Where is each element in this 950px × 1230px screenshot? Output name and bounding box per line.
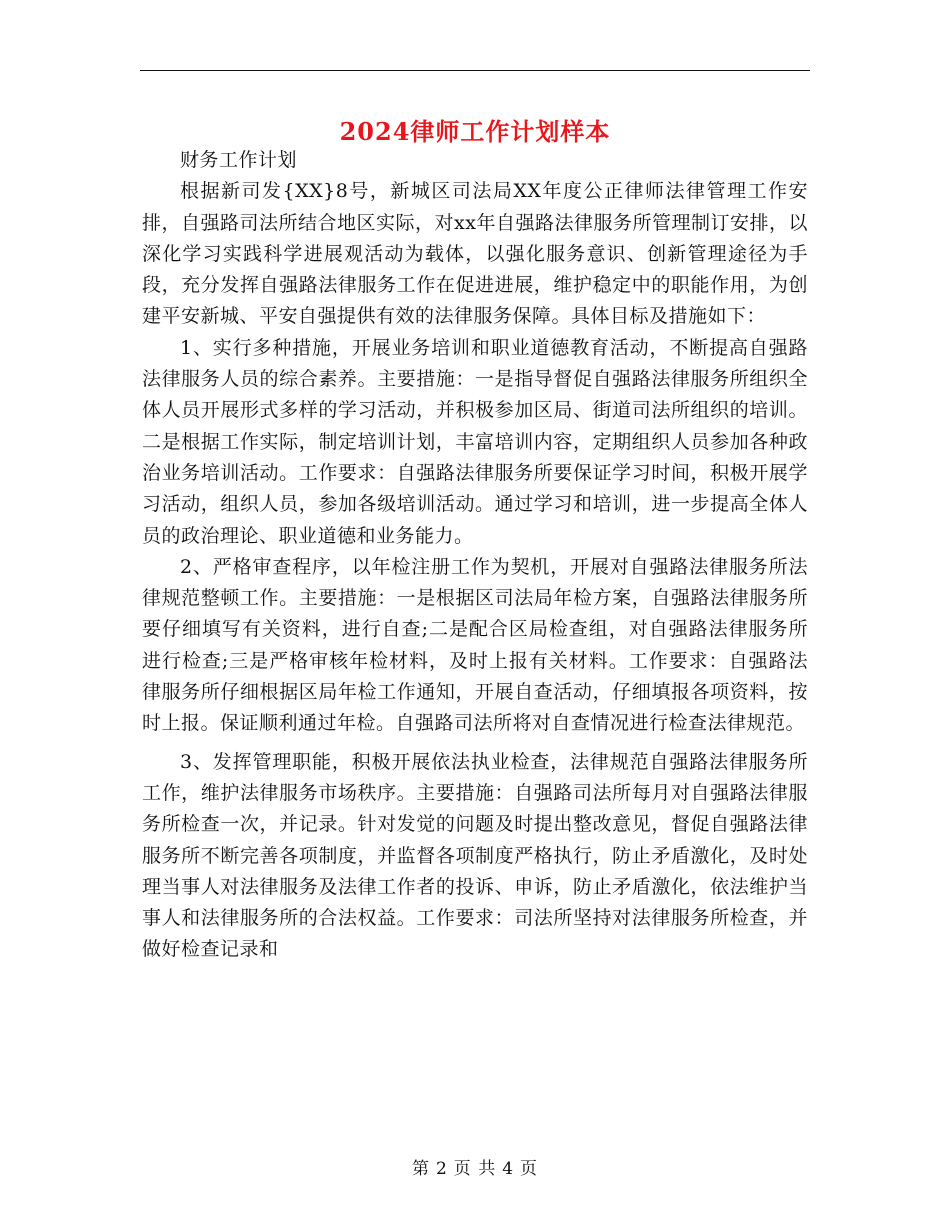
- document-title: 2024律师工作计划样本: [339, 117, 611, 146]
- footer-mid: 页 共: [453, 1159, 497, 1179]
- current-page-number: 2: [435, 1159, 448, 1179]
- item-2-paragraph: 2、严格审查程序，以年检注册工作为契机，开展对自强路法律服务所法律规范整顿工作。主要措施：一是根据区司法局年检方案，自强路法律服务所要仔细填写有关资料，进行自查;二是配合区局检查组，对自强路法律服务所进行检查;三是严格审核年检材料，及时上报有关材料。工作要求：自强路法律服务所仔细根据区局年检工作通知，开展自查活动，仔细填报各项资料，按时上报。保证顺利通过年检。自强路司法所将对自查情况进行检查法律规范。: [142, 555, 808, 735]
- section-heading: 财务工作计划: [180, 149, 298, 171]
- item-1-paragraph: 1、实行多种措施，开展业务培训和职业道德教育活动，不断提高自强路法律服务人员的综合素养。主要措施：一是指导督促自强路法律服务所组织全体人员开展形式多样的学习活动，并积极参加区局、街道司法所组织的培训。二是根据工作实际，制定培训计划，丰富培训内容，定期组织人员参加各种政治业务培训活动。工作要求：自强路法律服务所要保证学习时间，积极开展学习活动，组织人员，参加各级培训活动。通过学习和培训，进一步提高全体人员的政治理论、职业道德和业务能力。: [142, 336, 808, 547]
- intro-paragraph: 根据新司发{XX}8号，新城区司法局XX年度公正律师法律管理工作安排，自强路司法所结合地区实际，对xx年自强路法律服务所管理制订安排，以深化学习实践科学进展观活动为载体，以强化服务意识、创新管理途径为手段，充分发挥自强路法律服务工作在促进进展，维护稳定中的职能作用，为创建平安新城、平安自强提供有效的法律服务保障。具体目标及措施如下：: [142, 180, 808, 328]
- page-footer: [0, 1154, 950, 1179]
- footer-suffix: 页: [520, 1159, 539, 1179]
- header-rule: [140, 70, 810, 71]
- total-pages-number: 4: [502, 1159, 515, 1179]
- footer-prefix: 第: [411, 1159, 430, 1179]
- item-3-paragraph: 3、发挥管理职能，积极开展依法执业检查，法律规范自强路法律服务所工作，维护法律服务市场秩序。主要措施：自强路司法所每月对自强路法律服务所检查一次，并记录。针对发觉的问题及时提出整改意见，督促自强路法律服务所不断完善各项制度，并监督各项制度严格执行，防止矛盾激化，及时处理当事人对法律服务及法律工作者的投诉、申诉，防止矛盾激化，依法维护当事人和法律服务所的合法权益。工作要求：司法所坚持对法律服务所检查，并做好检查记录和: [142, 750, 808, 961]
- document-body: [142, 145, 808, 966]
